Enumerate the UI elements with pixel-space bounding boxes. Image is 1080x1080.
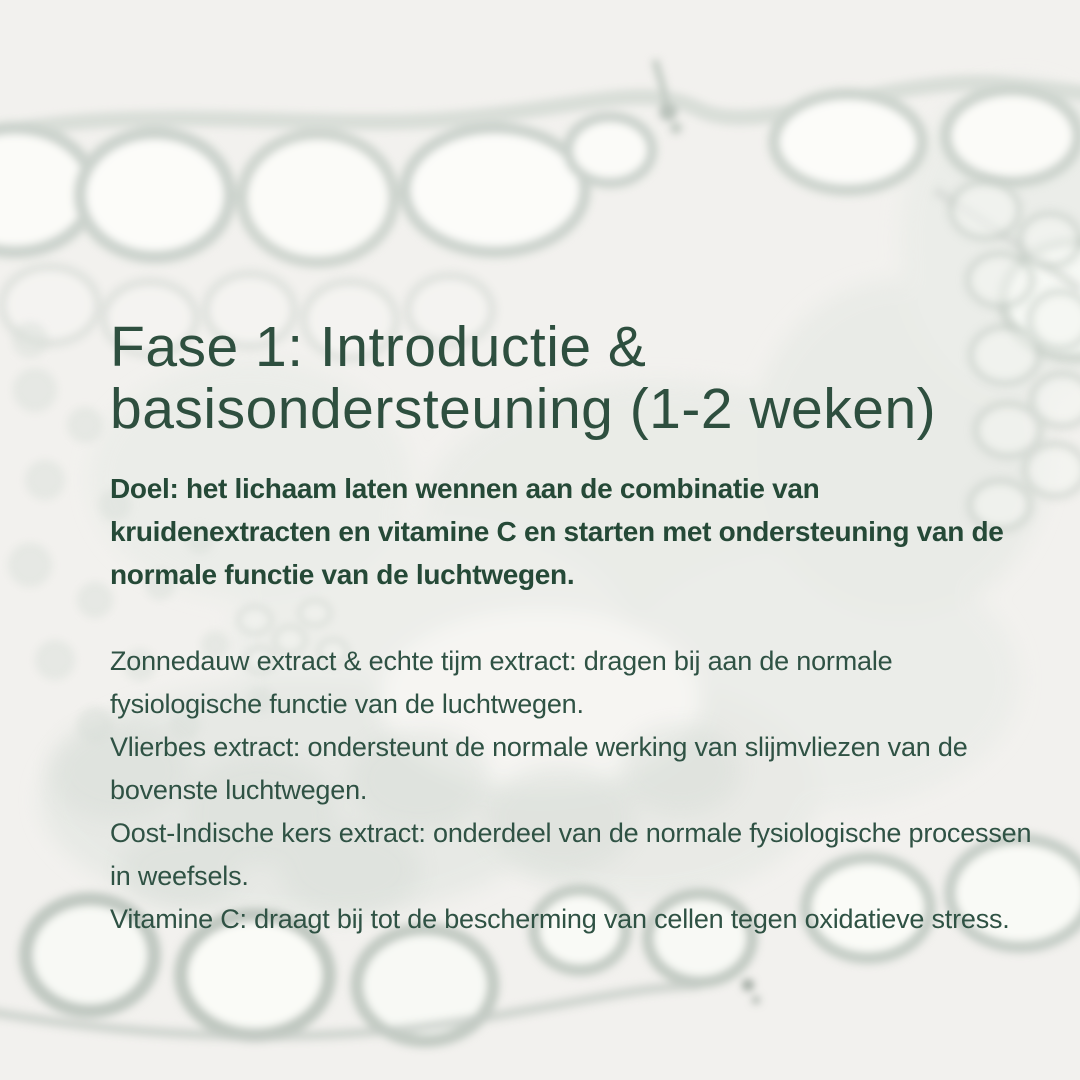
- ingredients-list: [110, 640, 1040, 941]
- ingredient-vlierbes: Vlierbes extract: ondersteunt de normale werking van slijmvliezen van de bovenste luchtwegen.: [110, 732, 968, 805]
- goal-paragraph: Doel: het lichaam laten wennen aan de combinatie van kruidenextracten en vitamine C en starten met ondersteuning van de normale functie van de luchtwegen.: [110, 473, 1004, 590]
- ingredient-oost-indische-kers: Oost-Indische kers extract: onderdeel van de normale fysiologische processen in weefsels.: [110, 818, 1032, 891]
- page-title-line-1: Fase 1: Introductie &: [110, 315, 647, 379]
- ingredient-zonnedauw-tijm: Zonnedauw extract & echte tijm extract: dragen bij aan de normale fysiologische functie van de luchtwegen.: [110, 646, 893, 719]
- page-title-line-2: basisondersteuning (1-2 weken): [110, 377, 937, 441]
- page-title: [110, 316, 1050, 440]
- ingredient-vitamine-c: Vitamine C: draagt bij tot de bescherming van cellen tegen oxidatieve stress.: [110, 904, 1010, 934]
